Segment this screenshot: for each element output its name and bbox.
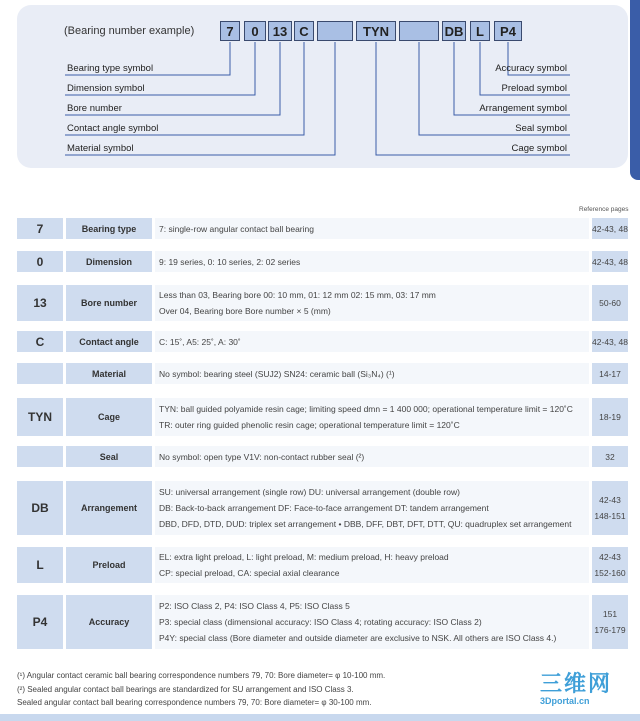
table-row-contact-angle bbox=[17, 331, 628, 352]
table-row-accuracy bbox=[17, 595, 628, 649]
row-description: TYN: ball guided polyamide resin cage; limiting speed dmn = 1 400 000; operational temperature limit = 120˚C TR: outer ring guided phenolic resin cage; operational temperature limit = 120˚C bbox=[155, 398, 589, 436]
row-code bbox=[17, 446, 63, 467]
row-name: Bore number bbox=[66, 285, 152, 321]
label-bore-number: Bore number bbox=[67, 103, 122, 114]
label-bearing-type-symbol: Bearing type symbol bbox=[67, 63, 154, 74]
row-name: Contact angle bbox=[66, 331, 152, 352]
page-bottom-stripe bbox=[0, 714, 640, 721]
row-reference-pages: 14-17 bbox=[592, 363, 628, 384]
row-code: DB bbox=[17, 481, 63, 535]
row-reference-pages: 42-43 148-151 bbox=[592, 481, 628, 535]
footnote-1: (¹) Angular contact ceramic ball bearing correspondence numbers 79, 70: Bore diameter= φ 10-100 mm. bbox=[17, 671, 386, 680]
row-reference-pages: 42-43, 48 bbox=[592, 251, 628, 272]
box-arrangement: DB bbox=[442, 21, 466, 41]
row-name: Preload bbox=[66, 547, 152, 583]
row-code: P4 bbox=[17, 595, 63, 649]
table-row-bearing-type bbox=[17, 218, 628, 239]
label-contact-angle-symbol: Contact angle symbol bbox=[67, 123, 159, 134]
table-row-dimension bbox=[17, 251, 628, 272]
row-description: No symbol: bearing steel (SUJ2) SN24: ceramic ball (Si₃N₄) (¹) bbox=[155, 363, 589, 384]
row-reference-pages: 151 176-179 bbox=[592, 595, 628, 649]
watermark-logo: 三维网 3Dportal.cn bbox=[540, 671, 613, 706]
row-description: EL: extra light preload, L: light preload, M: medium preload, H: heavy preload CP: special preload, CA: special axial clearance bbox=[155, 547, 589, 583]
label-preload-symbol: Preload symbol bbox=[501, 83, 567, 94]
row-reference-pages: 42-43, 48 bbox=[592, 331, 628, 352]
row-description: Less than 03, Bearing bore 00: 10 mm, 01: 12 mm 02: 15 mm, 03: 17 mm Over 04, Bearing bore Bore number × 5 (mm) bbox=[155, 285, 589, 321]
label-accuracy-symbol: Accuracy symbol bbox=[495, 63, 567, 74]
box-bearing-type: 7 bbox=[220, 21, 240, 41]
row-name: Material bbox=[66, 363, 152, 384]
row-description: No symbol: open type V1V: non-contact rubber seal (²) bbox=[155, 446, 589, 467]
table-row-arrangement bbox=[17, 481, 628, 535]
box-preload: L bbox=[470, 21, 490, 41]
label-material-symbol: Material symbol bbox=[67, 143, 134, 154]
box-accuracy: P4 bbox=[494, 21, 522, 41]
row-name: Seal bbox=[66, 446, 152, 467]
row-reference-pages: 42-43, 48 bbox=[592, 218, 628, 239]
table-row-bore-number bbox=[17, 285, 628, 321]
row-description: 9: 19 series, 0: 10 series, 2: 02 series bbox=[155, 251, 589, 272]
box-cage: TYN bbox=[356, 21, 396, 41]
row-name: Bearing type bbox=[66, 218, 152, 239]
row-reference-pages: 18-19 bbox=[592, 398, 628, 436]
table-row-preload bbox=[17, 547, 628, 583]
label-dimension-symbol: Dimension symbol bbox=[67, 83, 145, 94]
label-cage-symbol: Cage symbol bbox=[511, 143, 567, 154]
label-arrangement-symbol: Arrangement symbol bbox=[479, 103, 567, 114]
label-seal-symbol: Seal symbol bbox=[515, 123, 567, 134]
box-bore-number: 13 bbox=[268, 21, 292, 41]
row-code: 0 bbox=[17, 251, 63, 272]
row-description: 7: single-row angular contact ball bearing bbox=[155, 218, 589, 239]
footnote-2: (²) Sealed angular contact ball bearings are standardized for SU arrangement and ISO Class 3. bbox=[17, 685, 354, 694]
example-label: (Bearing number example) bbox=[64, 25, 195, 37]
row-code bbox=[17, 363, 63, 384]
box-dimension: 0 bbox=[244, 21, 266, 41]
row-code: 7 bbox=[17, 218, 63, 239]
row-code: TYN bbox=[17, 398, 63, 436]
table-row-seal bbox=[17, 446, 628, 467]
row-name: Accuracy bbox=[66, 595, 152, 649]
row-reference-pages: 42-43 152-160 bbox=[592, 547, 628, 583]
row-description: C: 15˚, A5: 25˚, A: 30˚ bbox=[155, 331, 589, 352]
table-row-cage bbox=[17, 398, 628, 436]
row-code: C bbox=[17, 331, 63, 352]
row-name: Arrangement bbox=[66, 481, 152, 535]
reference-pages-header: Reference pages bbox=[579, 206, 629, 213]
row-description: P2: ISO Class 2, P4: ISO Class 4, P5: ISO Class 5 P3: special class (dimensional accuracy: ISO Class 4; rotating accuracy: ISO Class 2) P4Y: special class (Bore diameter and outside diameter are exclusive to NSK. All others are ISO Class 4.) bbox=[155, 595, 589, 649]
footnote-2-continued: Sealed angular contact ball bearing correspondence numbers 79, 70: Bore diameter= φ 30-100 mm. bbox=[17, 698, 372, 707]
row-code: 13 bbox=[17, 285, 63, 321]
row-name: Cage bbox=[66, 398, 152, 436]
row-code: L bbox=[17, 547, 63, 583]
row-description: SU: universal arrangement (single row) DU: universal arrangement (double row) DB: Back-to-back arrangement DF: Face-to-face arrangement DT: tandem arrangement DBD, DFD, DTD, DUD: triplex set arrangement • DBB, DFF, DBT, DFT, DTT, QU: quadruplex set arrangement bbox=[155, 481, 589, 535]
box-contact-angle: C bbox=[294, 21, 314, 41]
row-name: Dimension bbox=[66, 251, 152, 272]
row-reference-pages: 32 bbox=[592, 446, 628, 467]
row-reference-pages: 50-60 bbox=[592, 285, 628, 321]
table-row-material bbox=[17, 363, 628, 384]
